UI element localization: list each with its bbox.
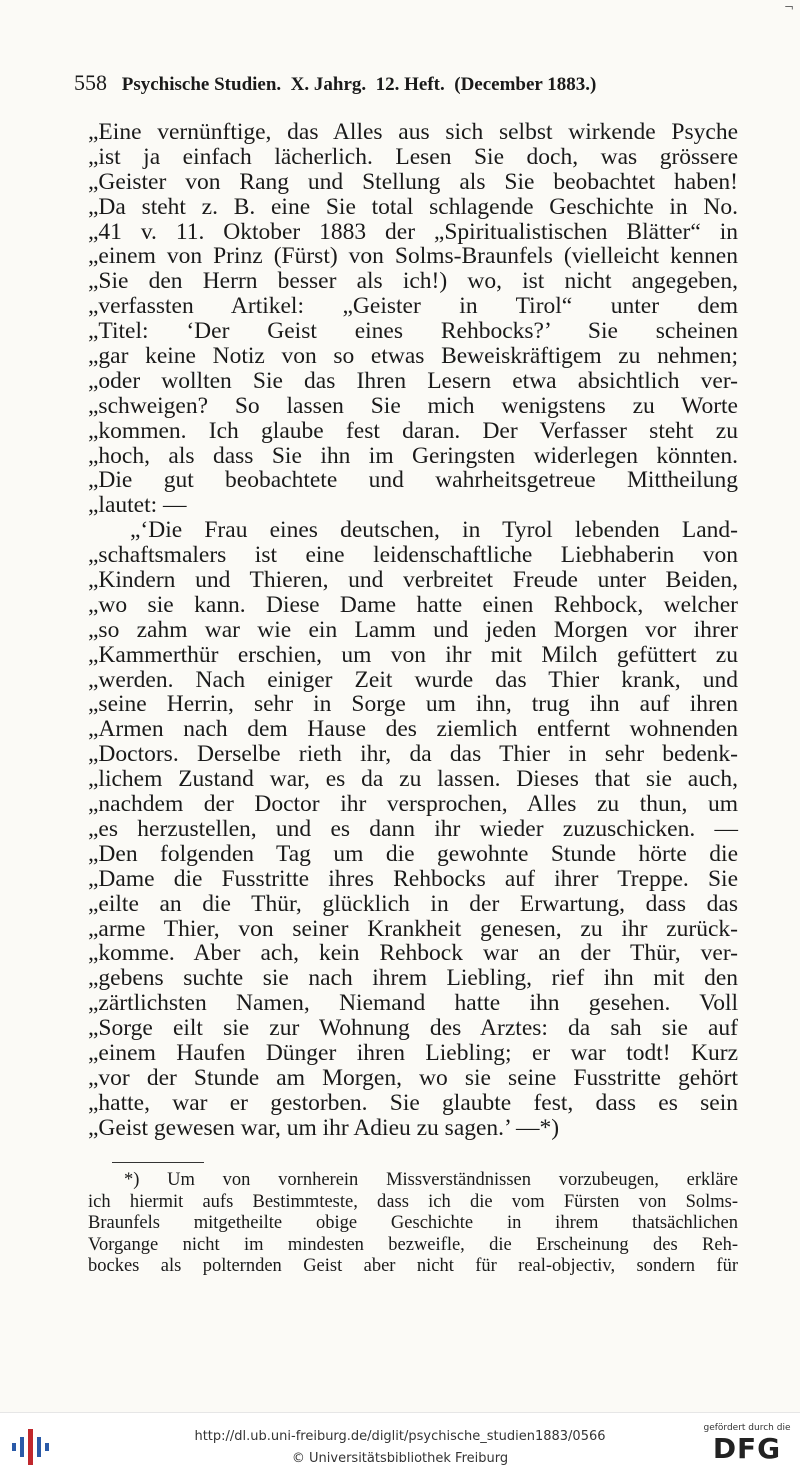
text-line: „hatte, war er gestorben. Sie glaubte fest, dass es sein	[88, 1089, 738, 1116]
text-line: „schaftsmalers ist eine leidenschaftliche Liebhaberin von	[88, 542, 738, 569]
text-line: „Sie den Herrn besser als ich!) wo, ist nicht angegeben,	[88, 268, 738, 295]
footnote	[88, 1170, 738, 1278]
footnote-line: *) Um von vornherein Missverständnissen vorzubeugen, erkläre	[124, 1170, 738, 1190]
text-line: „nachdem der Doctor ihr versprochen, Alles zu thun, um	[88, 791, 738, 818]
text-line: „vor der Stunde am Morgen, wo sie seine Fusstritte gehört	[88, 1064, 738, 1091]
text-line: „seine Herrin, sehr in Sorge um ihn, trug ihn auf ihren	[88, 691, 738, 718]
viewer-footer	[0, 1412, 800, 1473]
text-line: „wo sie kann. Diese Dame hatte einen Rehbock, welcher	[88, 591, 738, 618]
text-line: „so zahm war wie ein Lamm und jeden Morgen vor ihrer	[88, 616, 738, 643]
dfg-logo-icon	[702, 1423, 792, 1469]
text-line: „verfassten Artikel: „Geister in Tirol“ unter dem	[88, 293, 738, 320]
text-line: „es herzustellen, und es dann ihr wieder zuzuschicken. —	[88, 815, 738, 842]
text-line: „eilte an die Thür, glücklich in der Erwartung, dass das	[88, 890, 738, 917]
source-url[interactable]: http://dl.ub.uni-freiburg.de/diglit/psychische_studien1883/0566	[194, 1429, 606, 1444]
text-line: „hoch, als dass Sie ihn im Geringsten widerlegen könnten.	[88, 442, 738, 469]
text-line: „Geister von Rang und Stellung als Sie beobachtet haben!	[88, 168, 738, 195]
corner-mark: ¬	[783, 0, 794, 14]
text-line: „41 v. 11. Oktober 1883 der „Spiritualistischen Blätter“ in	[88, 218, 738, 245]
footnote-line: bockes als polternden Geist aber nicht für real-objectiv, sondern für	[88, 1256, 738, 1277]
text-line: „Die gut beobachtete und wahrheitsgetreue Mittheilung	[88, 467, 738, 494]
text-line: „‘Die Frau eines deutschen, in Tyrol lebenden Land-	[130, 517, 738, 544]
text-line: „gebens suchte sie nach ihrem Liebling, rief ihn mit den	[88, 965, 738, 992]
dfg-caption: gefördert durch die	[703, 1423, 791, 1433]
text-line: „Den folgenden Tag um die gewohnte Stunde hörte die	[88, 840, 738, 867]
text-line: „Titel: ‘Der Geist eines Rehbocks?’ Sie scheinen	[88, 318, 738, 345]
text-line: „Geist gewesen war, um ihr Adieu zu sagen.’ —*)	[88, 1114, 560, 1141]
text-line: „Dame die Fusstritte ihres Rehbocks auf ihrer Treppe. Sie	[88, 865, 738, 892]
text-line: „Kindern und Thieren, und verbreitet Freude unter Beiden,	[88, 567, 738, 594]
text-line: „komme. Aber ach, kein Rehbock war an der Thür, ver-	[88, 940, 738, 967]
page-header	[74, 70, 738, 96]
running-title: Psychische Studien. X. Jahrg. 12. Heft. (December 1883.)	[121, 74, 597, 95]
text-line: „Da steht z. B. eine Sie total schlagende Geschichte in No.	[88, 193, 738, 220]
text-line: „Kammerthür erschien, um von ihr mit Milch gefüttert zu	[88, 641, 738, 668]
text-line: „oder wollten Sie das Ihren Lesern etwa absichtlich ver-	[88, 367, 738, 394]
text-line: „Doctors. Derselbe rieth ihr, da das Thier in sehr bedenk-	[88, 741, 738, 768]
body-text	[88, 120, 738, 1141]
text-line: „lichem Zustand war, es da zu lassen. Dieses that sie auch,	[88, 766, 738, 793]
text-line: „gar keine Notiz von so etwas Beweiskräftigem zu nehmen;	[88, 343, 738, 370]
dfg-wordmark: DFG	[712, 1432, 782, 1465]
page-number: 558	[74, 70, 107, 95]
text-line: „werden. Nach einiger Zeit wurde das Thier krank, und	[88, 666, 738, 693]
text-line: „schweigen? So lassen Sie mich wenigstens zu Worte	[88, 392, 738, 419]
text-line: „kommen. Ich glaube fest daran. Der Verfasser steht zu	[88, 417, 738, 444]
text-line: „ist ja einfach lächerlich. Lesen Sie doch, was grössere	[88, 143, 738, 170]
text-line: „Armen nach dem Hause des ziemlich entfernt wohnenden	[88, 716, 738, 743]
text-line: „Eine vernünftige, das Alles aus sich selbst wirkende Psyche	[88, 119, 738, 145]
text-line: „einem von Prinz (Fürst) von Solms-Braunfels (vielleicht kennen	[88, 243, 738, 270]
text-line: „lautet: —	[88, 492, 187, 519]
text-line: „Sorge eilt sie zur Wohnung des Arztes: da sah sie auf	[88, 1015, 738, 1042]
text-line: „zärtlichsten Namen, Niemand hatte ihn gesehen. Voll	[88, 990, 738, 1017]
text-line: „einem Haufen Dünger ihren Liebling; er war todt! Kurz	[88, 1039, 738, 1066]
footnote-line: ich hiermit aufs Bestimmteste, dass ich die vom Fürsten von Solms-	[88, 1191, 738, 1212]
footnote-line: Vorgange nicht im mindesten bezweifle, die Erscheinung des Reh-	[88, 1234, 738, 1255]
footnote-line: Braunfels mitgetheilte obige Geschichte in ihrem thatsächlichen	[88, 1213, 738, 1234]
footnote-separator	[112, 1162, 204, 1163]
copyright-line: © Universitätsbibliothek Freiburg	[291, 1451, 509, 1466]
text-line: „arme Thier, von seiner Krankheit genesen, zu ihr zurück-	[88, 915, 738, 942]
